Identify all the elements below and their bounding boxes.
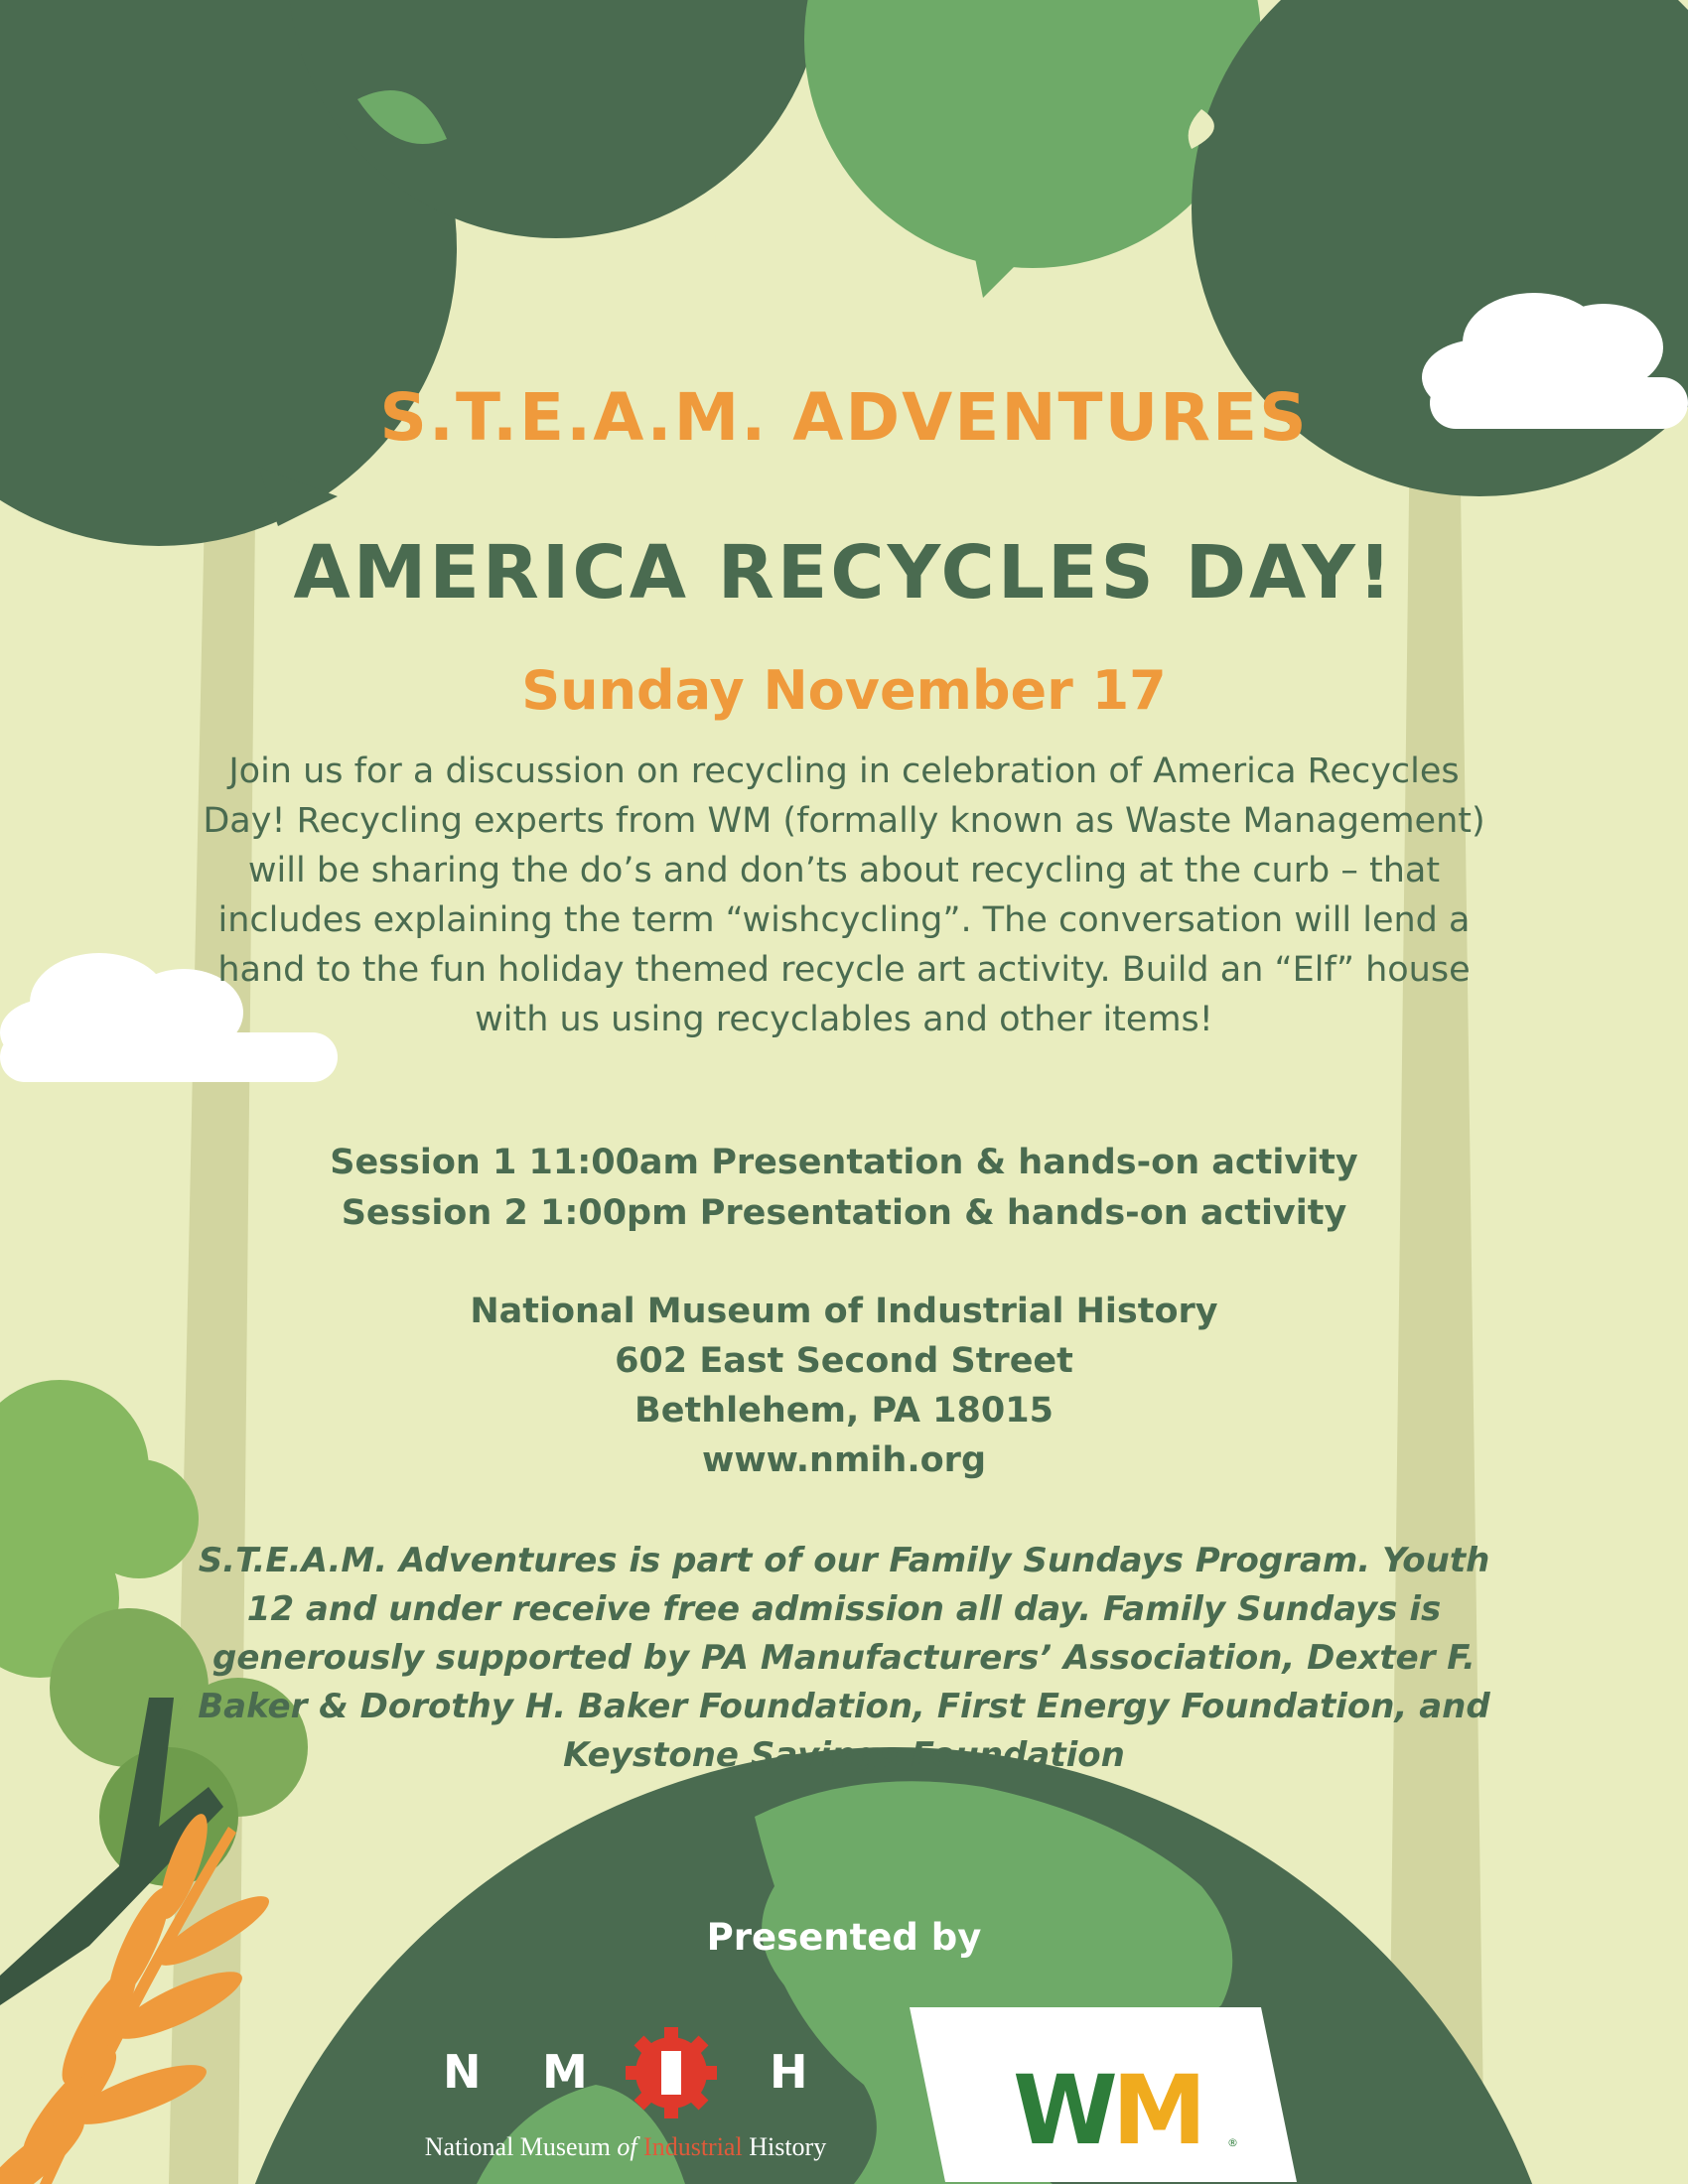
session-item: Session 2 1:00pm Presentation & hands-on activity (341, 1193, 1347, 1233)
venue-name: National Museum of Industrial History (470, 1292, 1218, 1331)
nmih-letter: M (542, 2045, 588, 2099)
sponsor-note: S.T.E.A.M. Adventures is part of our Family Sundays Program. Youth 12 and under receive free admission all day. Family Sundays is generously supported by PA Manufacturers’ Association, Dexter F. Baker & Dorothy H. Baker Foundation, First Energy Foundation, and Keystone Savings Foundation (198, 1541, 1490, 1775)
presented-by-label: Presented by (706, 1916, 982, 1959)
event-description: Join us for a discussion on recycling in celebration of America Recycles Day! Recycling experts from WM (formally known as Waste Management) will be sharing the do’s and don’ts about recycling at the curb – that includes explaining the term “wishcycling”. The conversation will lend a hand to the fun holiday themed recycle art activity. Build an “Elf” house with us using recyclables and other items! (203, 751, 1485, 1039)
wm-logo-m: M (1111, 2055, 1201, 2166)
venue-address (0, 1287, 1688, 1485)
session-list (0, 1138, 1688, 1239)
registered-mark: ® (1227, 2136, 1238, 2149)
wm-logo (1013, 2055, 1200, 2166)
event-date: Sunday November 17 (521, 659, 1167, 722)
gear-icon (624, 2025, 719, 2120)
event-series-kicker: S.T.E.A.M. ADVENTURES (379, 379, 1309, 456)
session-item: Session 1 11:00am Presentation & hands-on activity (330, 1143, 1358, 1182)
street-address: 602 East Second Street (615, 1341, 1073, 1381)
wm-logo-w: W (1013, 2055, 1112, 2166)
nmih-letter: H (770, 2045, 808, 2099)
website-link[interactable]: www.nmih.org (701, 1440, 986, 1480)
page-title: AMERICA RECYCLES DAY! (293, 530, 1395, 615)
city-state-zip: Bethlehem, PA 18015 (634, 1391, 1054, 1431)
nmih-full-name: National Museum of Industrial History (424, 2132, 827, 2161)
nmih-letter: N (443, 2045, 482, 2099)
